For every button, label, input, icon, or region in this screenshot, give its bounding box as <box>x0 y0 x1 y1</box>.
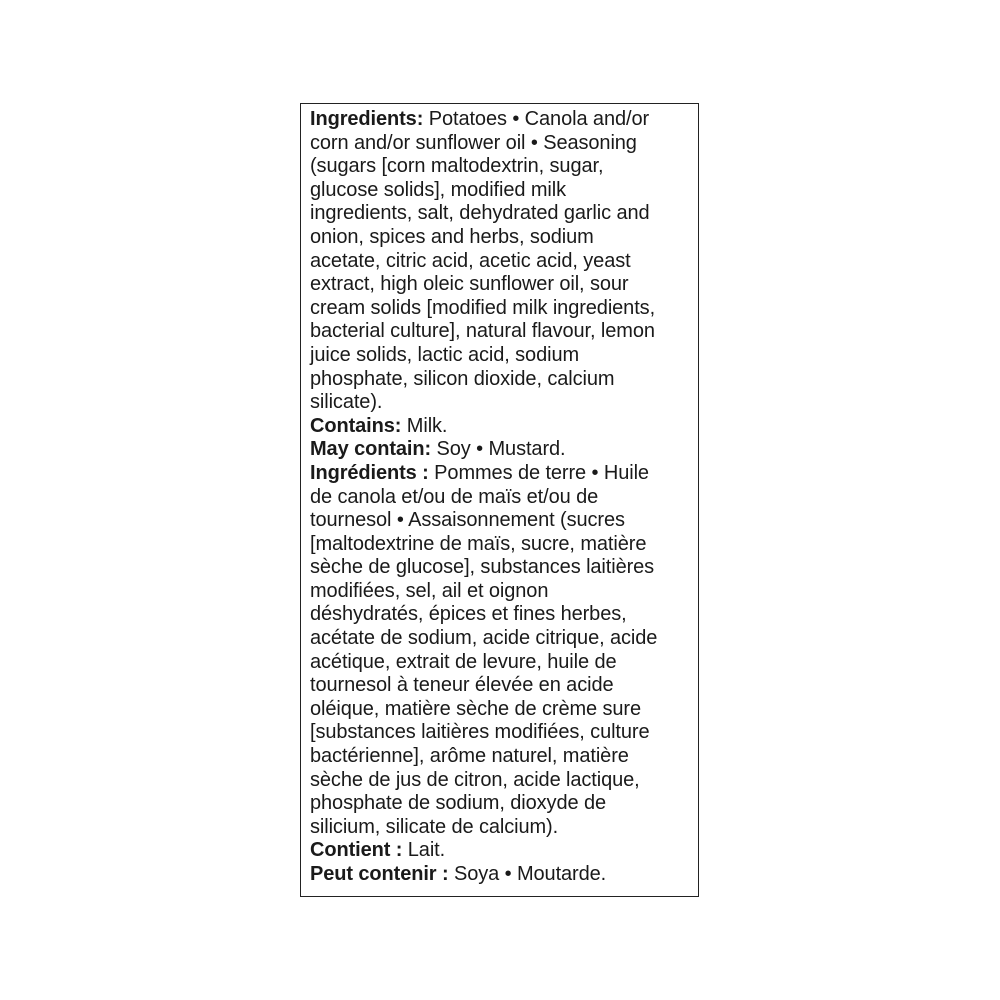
label-line <box>310 533 692 557</box>
label-text: tournesol • Assaisonnement (sucres <box>310 509 625 532</box>
label-text: acetate, citric acid, acetic acid, yeast <box>310 249 631 272</box>
label-line <box>310 721 692 745</box>
label-line <box>310 816 692 840</box>
label-line <box>310 273 692 297</box>
label-text: juice solids, lactic acid, sodium <box>310 343 580 366</box>
label-line <box>310 155 692 179</box>
label-line <box>310 674 692 698</box>
label-text: oléique, matière sèche de crème sure <box>310 697 642 720</box>
label-text: de canola et/ou de maïs et/ou de <box>310 485 599 508</box>
label-line <box>310 462 692 486</box>
label-text: tournesol à teneur élevée en acide <box>310 674 614 697</box>
label-line <box>310 556 692 580</box>
label-line <box>310 250 692 274</box>
label-text: phosphate, silicon dioxide, calcium <box>310 367 615 390</box>
label-text: bactérienne], arôme naturel, matière <box>310 745 629 768</box>
label-text: Milk. <box>401 414 448 437</box>
label-line <box>310 745 692 769</box>
label-text: corn and/or sunflower oil • Seasoning <box>310 131 637 154</box>
label-line <box>310 486 692 510</box>
label-heading: Ingredients: <box>310 108 424 130</box>
label-line <box>310 297 692 321</box>
label-text: acétate de sodium, acide citrique, acide <box>310 627 658 650</box>
label-line <box>310 132 692 156</box>
label-text: sèche de glucose], substances laitières <box>310 556 655 579</box>
label-line <box>310 202 692 226</box>
label-text: silicate). <box>310 391 383 414</box>
label-line <box>310 792 692 816</box>
label-heading: Contains: <box>310 414 402 437</box>
label-text: sèche de jus de citron, acide lactique, <box>310 768 640 791</box>
label-line <box>310 863 692 887</box>
label-text: bacterial culture], natural flavour, lemon <box>310 320 655 343</box>
label-line <box>310 438 692 462</box>
label-text: [maltodextrine de maïs, sucre, matière <box>310 532 647 555</box>
label-line <box>310 769 692 793</box>
label-line <box>310 391 692 415</box>
label-line <box>310 651 692 675</box>
label-text: Soy • Mustard. <box>431 438 566 461</box>
label-line <box>310 368 692 392</box>
label-line <box>310 603 692 627</box>
label-text: ingredients, salt, dehydrated garlic and <box>310 202 650 225</box>
label-heading: Ingrédients : <box>310 461 429 484</box>
label-line <box>310 627 692 651</box>
ingredients-text-block <box>310 108 692 887</box>
label-text: Lait. <box>402 839 446 862</box>
label-line <box>310 415 692 439</box>
label-text: glucose solids], modified milk <box>310 178 566 201</box>
label-line <box>310 320 692 344</box>
label-text: onion, spices and herbs, sodium <box>310 225 594 248</box>
label-text: phosphate de sodium, dioxyde de <box>310 792 607 815</box>
label-line <box>310 108 692 132</box>
label-heading: Contient : <box>310 839 403 862</box>
label-line <box>310 580 692 604</box>
label-text: déshydratés, épices et fines herbes, <box>310 603 627 626</box>
label-text: modifiées, sel, ail et oignon <box>310 579 549 602</box>
label-text: [substances laitières modifiées, culture <box>310 721 650 744</box>
label-text: Soya • Moutarde. <box>448 863 607 885</box>
label-line <box>310 509 692 533</box>
label-heading: May contain: <box>310 438 432 461</box>
ingredients-label-box <box>300 103 699 897</box>
label-text: silicium, silicate de calcium). <box>310 815 559 838</box>
label-line <box>310 344 692 368</box>
label-text: extract, high oleic sunflower oil, sour <box>310 273 629 296</box>
label-line <box>310 179 692 203</box>
label-line <box>310 226 692 250</box>
label-heading: Peut contenir : <box>310 863 449 885</box>
label-text: Pommes de terre • Huile <box>428 461 649 484</box>
label-text: acétique, extrait de levure, huile de <box>310 650 617 673</box>
label-line <box>310 839 692 863</box>
label-line <box>310 698 692 722</box>
label-text: (sugars [corn maltodextrin, sugar, <box>310 155 604 178</box>
label-text: cream solids [modified milk ingredients, <box>310 296 656 319</box>
label-text: Potatoes • Canola and/or <box>423 108 650 130</box>
